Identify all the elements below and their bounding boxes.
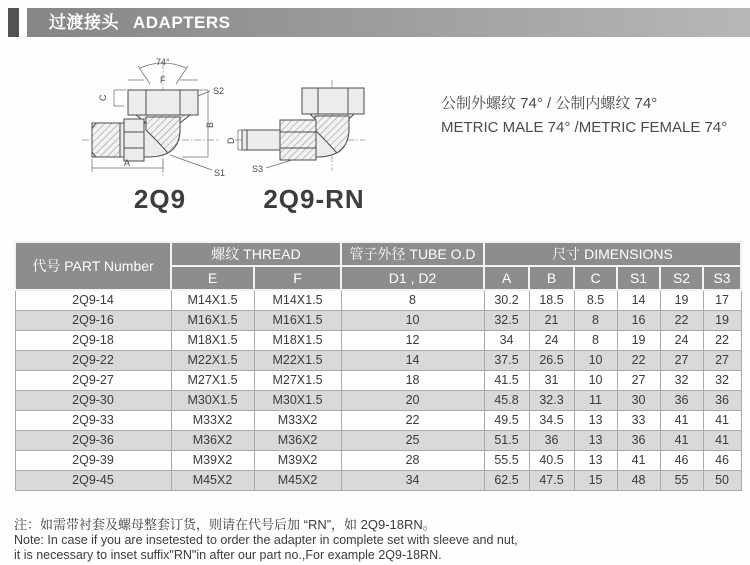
cell: M36X2 [171,430,254,450]
cell: 2Q9-27 [15,370,171,390]
col-header-e: E [171,266,254,290]
cell: 34 [484,330,529,350]
cell: 50 [703,470,741,490]
cell: 2Q9-30 [15,390,171,410]
cell: 2Q9-36 [15,430,171,450]
cell: 51.5 [484,430,529,450]
cell: M18X1.5 [254,330,341,350]
cell: 11 [574,390,617,410]
cell: 26.5 [529,350,574,370]
cell: 32.3 [529,390,574,410]
table-row [15,370,741,390]
cell: M14X1.5 [171,290,254,310]
dim-label-b: B [205,121,215,128]
col-header-thread: 螺纹 THREAD [171,242,341,266]
cell: M30X1.5 [171,390,254,410]
table-row [15,390,741,410]
cell: 19 [660,290,703,310]
cell: 41 [660,410,703,430]
cell: M33X2 [254,410,341,430]
cell: 27 [660,350,703,370]
table-body [15,290,741,490]
cell: 34.5 [529,410,574,430]
drawing-2q9-rn [226,80,365,174]
cell: 33 [617,410,660,430]
cell: 2Q9-33 [15,410,171,430]
cell: M36X2 [254,430,341,450]
cell: 12 [341,330,484,350]
cell: M16X1.5 [254,310,341,330]
cell: 47.5 [529,470,574,490]
col-header-c: C [574,266,617,290]
cell: 49.5 [484,410,529,430]
cell: 46 [660,450,703,470]
dim-label-s2: S2 [213,86,225,96]
dim-label-d: D [226,137,236,144]
dim-label-a: A [124,158,131,168]
cell: 22 [617,350,660,370]
col-header-tube-od: 管子外径 TUBE O.D [341,242,484,266]
cell: 19 [617,330,660,350]
cell: 55.5 [484,450,529,470]
cell: 2Q9-45 [15,470,171,490]
cell: 27 [617,370,660,390]
spec-table-header [15,242,741,290]
cell: 13 [574,450,617,470]
cell: 2Q9-16 [15,310,171,330]
cell: 18 [341,370,484,390]
cell: 45.8 [484,390,529,410]
col-header-b: B [529,266,574,290]
cell: 41 [660,430,703,450]
col-header-a: A [484,266,529,290]
table-row [15,430,741,450]
cell: 36 [617,430,660,450]
col-header-s3: S3 [703,266,741,290]
cell: 41 [617,450,660,470]
figure-caption-2q9: 2Q9 [133,184,187,214]
cell: 10 [574,370,617,390]
note-zh: 注：如需带衬套及螺母整套订货，则请在代号后加 “RN”，如 2Q9-18RN。 [14,517,436,532]
spec-table [14,241,742,491]
cell: M18X1.5 [171,330,254,350]
cell: 10 [574,350,617,370]
cell: 36 [703,390,741,410]
page-title-bar [27,8,750,37]
dim-label-74deg: 74° [156,57,170,67]
cell: M27X1.5 [254,370,341,390]
cell: 40.5 [529,450,574,470]
cell: 30 [617,390,660,410]
cell: 41 [703,410,741,430]
cell: 8.5 [574,290,617,310]
cell: 2Q9-18 [15,330,171,350]
cell: 46 [703,450,741,470]
cell: 13 [574,430,617,450]
dim-label-c: C [98,94,108,101]
cell: 2Q9-39 [15,450,171,470]
cell: 2Q9-14 [15,290,171,310]
cell: 19 [703,310,741,330]
cell: M39X2 [171,450,254,470]
cell: 41 [703,430,741,450]
cell: 22 [660,310,703,330]
cell: 32 [660,370,703,390]
thread-description [441,92,727,140]
cell: M45X2 [171,470,254,490]
cell: 10 [341,310,484,330]
cell: 14 [617,290,660,310]
cell: 36 [660,390,703,410]
cell: 22 [341,410,484,430]
cell: M45X2 [254,470,341,490]
technical-drawings [80,56,430,204]
title-accent-bar [8,8,19,37]
cell: 55 [660,470,703,490]
cell: 13 [574,410,617,430]
page-title-zh: 过渡接头 [49,13,119,32]
cell: 48 [617,470,660,490]
note-en-line2: it is necessary to inset suffix"RN"in after our part no.,For example 2Q9-18RN. [14,548,442,562]
cell: 8 [341,290,484,310]
col-header-s1: S1 [617,266,660,290]
cell: M22X1.5 [254,350,341,370]
cell: 41.5 [484,370,529,390]
thread-description-en: METRIC MALE 74° /METRIC FEMALE 74° [441,119,728,136]
table-row [15,290,741,310]
cell: 14 [341,350,484,370]
cell: 30.2 [484,290,529,310]
table-row [15,410,741,430]
col-header-part-number: 代号 PART Number [15,242,171,290]
cell: 20 [341,390,484,410]
cell: M27X1.5 [171,370,254,390]
cell: 24 [529,330,574,350]
cell: 27 [703,350,741,370]
cell: M30X1.5 [254,390,341,410]
dim-label-f: F [160,75,166,85]
cell: 25 [341,430,484,450]
cell: 16 [617,310,660,330]
table-row [15,450,741,470]
cell: M39X2 [254,450,341,470]
table-row [15,350,741,370]
cell: 21 [529,310,574,330]
cell: 8 [574,330,617,350]
page-title-en: ADAPTERS [133,13,231,32]
cell: 62.5 [484,470,529,490]
col-header-f: F [254,266,341,290]
dim-label-s1: S1 [214,168,226,178]
cell: M33X2 [171,410,254,430]
figure-caption-2q9-rn: 2Q9-RN [263,184,365,214]
cell: 31 [529,370,574,390]
col-header-dimensions: 尺寸 DIMENSIONS [484,242,741,266]
cell: 24 [660,330,703,350]
cell: M14X1.5 [254,290,341,310]
col-header-s2: S2 [660,266,703,290]
cell: M22X1.5 [171,350,254,370]
dim-label-s3: S3 [252,164,264,174]
cell: 2Q9-22 [15,350,171,370]
cell: 22 [703,330,741,350]
thread-description-zh: 公制外螺纹 74° / 公制内螺纹 74° [441,95,658,112]
cell: 18.5 [529,290,574,310]
cell: 28 [341,450,484,470]
table-row [15,330,741,350]
cell: 36 [529,430,574,450]
cell: 15 [574,470,617,490]
cell: 8 [574,310,617,330]
cell: 32 [703,370,741,390]
cell: 37.5 [484,350,529,370]
table-row [15,470,741,490]
cell: 34 [341,470,484,490]
note-en-line1: Note: In case if you are insetested to order the adapter in complete set with sleeve and nut, [14,532,518,547]
table-row [15,310,741,330]
drawing-2q9 [82,57,225,178]
cell: 17 [703,290,741,310]
cell: 32.5 [484,310,529,330]
cell: M16X1.5 [171,310,254,330]
footer-notes [14,517,518,564]
col-header-d1d2: D1 , D2 [341,266,484,290]
